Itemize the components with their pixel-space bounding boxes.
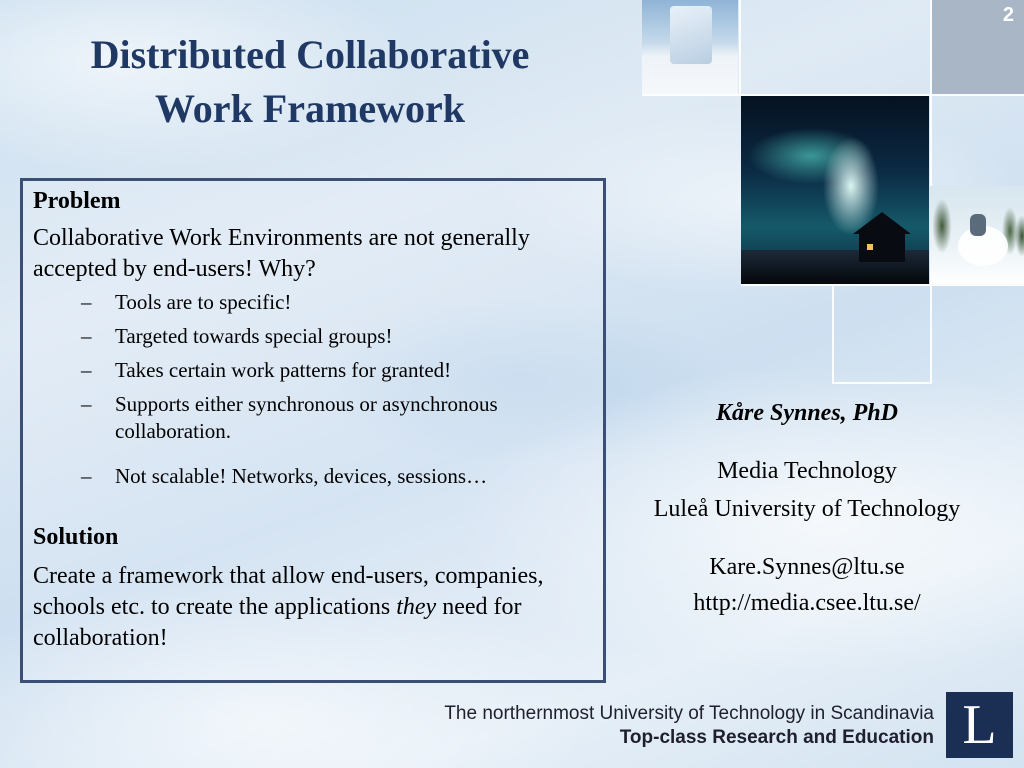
footer — [444, 702, 934, 750]
slide-title-line-1: Distributed Collaborative — [90, 32, 530, 77]
slide-title — [30, 28, 590, 136]
list-item: – Not scalable! Networks, devices, sessions… — [81, 464, 488, 488]
university-logo — [946, 692, 1013, 758]
grid-divider — [741, 284, 1024, 286]
website-link[interactable]: http://media.csee.ltu.se/ — [693, 590, 921, 616]
footer-slogan: Top-class Research and Education — [619, 727, 934, 748]
ice-sculpture-photo — [642, 0, 738, 94]
solution-heading: Solution — [33, 524, 119, 550]
list-item: – Targeted towards special groups! — [81, 324, 393, 348]
problem-bullet-list — [81, 289, 596, 497]
problem-text: Collaborative Work Environments are not generally accepted by end-users! Why? — [33, 225, 530, 282]
page-number: 2 — [1002, 4, 1014, 26]
author-name: Kåre Synnes, PhD — [715, 400, 899, 426]
department: Media Technology — [717, 458, 897, 484]
email-link[interactable]: Kare.Synnes@ltu.se — [709, 554, 905, 580]
problem-heading: Problem — [33, 188, 121, 214]
university: Luleå University of Technology — [653, 496, 961, 522]
footer-tagline: The northernmost University of Technology in Scandinavia — [444, 703, 934, 724]
solution-text: Create a framework that allow end-users, companies, schools etc. to create the applications they need for collaboration! — [33, 563, 544, 651]
grid-divider — [739, 0, 741, 94]
list-item: – Takes certain work patterns for granted! — [81, 358, 452, 382]
aurora-photo — [741, 96, 929, 284]
list-item: – Supports either synchronous or asynchronous collaboration. — [81, 392, 498, 443]
logo-letter: L — [962, 694, 997, 756]
grid-divider — [832, 284, 834, 384]
content-box — [20, 178, 606, 683]
list-item: – Tools are to specific! — [81, 290, 292, 314]
skier-photo — [930, 186, 1024, 284]
slide-title-line-2: Work Framework — [155, 86, 465, 131]
page-number-tile — [932, 0, 1024, 94]
grid-divider — [832, 382, 932, 384]
